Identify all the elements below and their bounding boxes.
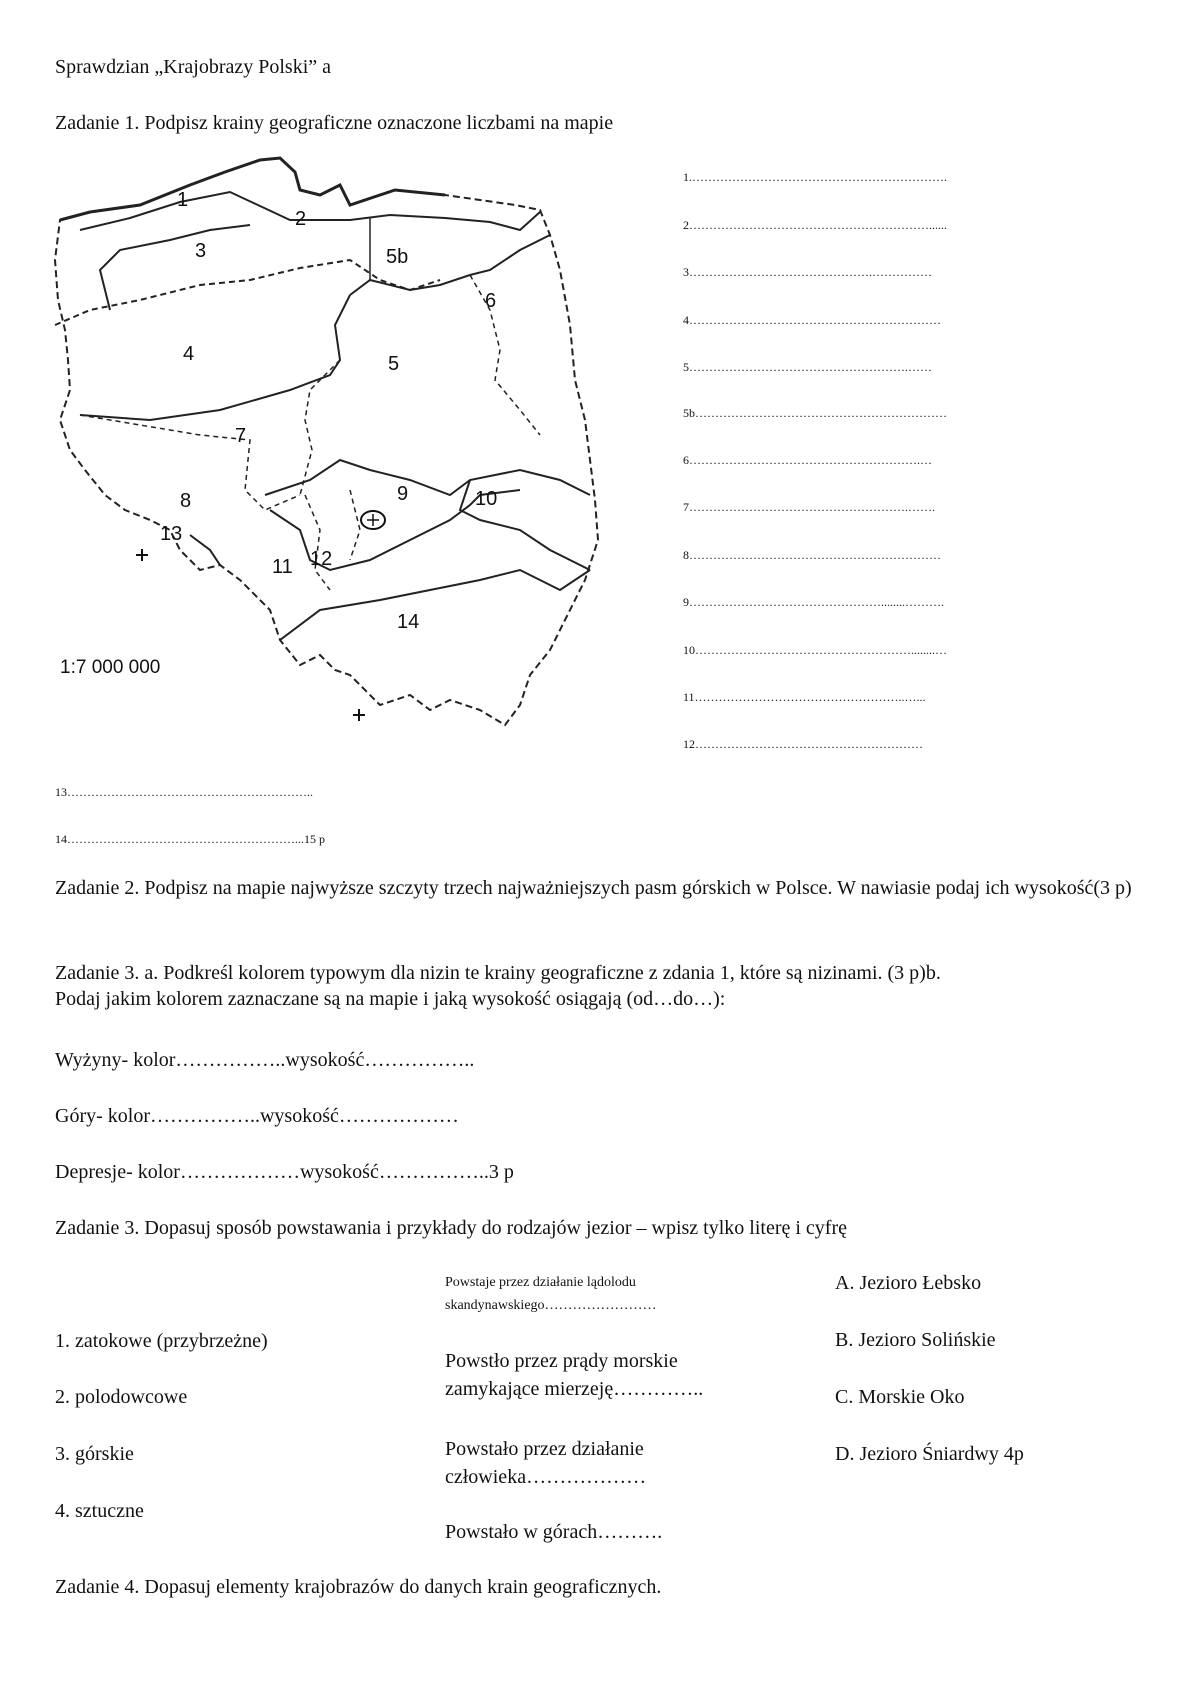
peak-marker-tatry [353, 709, 365, 721]
map-label-7: 7 [235, 425, 247, 447]
map-boundary-8-13 [190, 535, 220, 565]
map-label-6: 6 [485, 290, 497, 312]
map-boundary-3-4 [55, 260, 440, 325]
map-label-2: 2 [295, 208, 307, 230]
task2-text: Zadanie 2. Podpisz na mapie najwyższe szczyty trzech najważniejszych pasm górskich w Polsce. W nawiasie podaj ich wysokość(3 p) [55, 877, 1132, 899]
lake-origin-3-line1: Powstało przez działanie [445, 1438, 644, 1460]
lake-origin-2-line1: Powstło przez prądy morskie [445, 1350, 678, 1372]
peak-marker-swietokrzyskie [361, 511, 385, 529]
map-boundary-6 [470, 275, 540, 435]
map-boundary-12 [350, 490, 360, 560]
poland-map [50, 150, 650, 750]
map-scale: 1:7 000 000 [60, 657, 161, 678]
lake-origin-2-line2: zamykające mierzeję………….. [445, 1378, 704, 1400]
answer-line-6[interactable]: 6………………………………………………….… [683, 453, 932, 467]
map-label-10: 10 [475, 488, 498, 510]
lake-example-a: A. Jezioro Łebsko [835, 1272, 982, 1294]
map-boundary-5-7 [300, 360, 340, 495]
answer-line-13[interactable]: 13…………………………………………………….. [55, 785, 313, 799]
map-label-14: 14 [397, 611, 420, 633]
answer-line-5[interactable]: 5……………………………………………….…… [683, 360, 932, 374]
task1-heading: Zadanie 1. Podpisz krainy geograficzne oznaczone liczbami na mapie [55, 112, 614, 134]
map-boundary-14 [280, 570, 590, 640]
lake-type-2: 2. polodowcowe [55, 1386, 188, 1408]
answer-line-10[interactable]: 10………………………………………………........… [683, 643, 947, 657]
peak-marker-sudety [136, 549, 148, 561]
task3a-row-wyzyny[interactable]: Wyżyny- kolor……………..wysokość…………….. [55, 1049, 475, 1071]
answer-line-12[interactable]: 12………………………………………………… [683, 737, 923, 751]
lake-type-3: 3. górskie [55, 1443, 134, 1465]
map-label-9: 9 [397, 483, 409, 505]
map-boundary-11-12 [305, 495, 333, 590]
map-boundary-9 [265, 460, 590, 495]
lake-origin-1-line2: skandynawskiego…………………… [445, 1298, 657, 1313]
task3b-heading: Zadanie 3. Dopasuj sposób powstawania i przykłady do rodzajów jezior – wpisz tylko literę i cyfrę [55, 1217, 848, 1239]
task3a-row-depresje[interactable]: Depresje- kolor………………wysokość……………..3 p [55, 1161, 514, 1183]
answer-line-1[interactable]: 1.………………………………………………………. [683, 170, 947, 184]
map-label-5: 5 [388, 353, 400, 375]
map-boundary-5 [350, 235, 550, 295]
lake-type-1: 1. zatokowe (przybrzeżne) [55, 1330, 268, 1352]
map-label-5b: 5b [386, 246, 409, 268]
lake-example-b: B. Jezioro Solińskie [835, 1329, 996, 1351]
lake-origin-3-line2: człowieka……………… [445, 1466, 647, 1488]
map-label-3: 3 [195, 240, 207, 262]
answer-line-9[interactable]: 9…………………………………………........………. [683, 595, 944, 609]
answer-line-11[interactable]: 11……………………………………………..…... [683, 690, 926, 704]
map-boundary-1-3 [80, 192, 540, 230]
lake-origin-1-line1: Powstaje przez działanie lądolodu [445, 1275, 636, 1290]
map-label-8: 8 [180, 490, 192, 512]
task3a-line2: Podaj jakim kolorem zaznaczane są na mapie i jaką wysokość osiągają (od…do…): [55, 988, 726, 1010]
task3a-row-gory[interactable]: Góry- kolor……………..wysokość……………… [55, 1105, 459, 1127]
task4-heading: Zadanie 4. Dopasuj elementy krajobrazów do danych krain geograficznych. [55, 1576, 662, 1598]
lake-example-c: C. Morskie Oko [835, 1386, 965, 1408]
map-boundary-1-3-solid [100, 225, 250, 310]
map-label-1: 1 [177, 189, 189, 211]
map-boundary-4-5 [80, 295, 350, 420]
lake-origin-4-line1: Powstało w górach………. [445, 1521, 663, 1543]
page-title: Sprawdzian „Krajobrazy Polski” a [55, 56, 332, 78]
map-label-4: 4 [183, 343, 195, 365]
task3a-line1: Zadanie 3. a. Podkreśl kolorem typowym dla nizin te krainy geograficzne z zdania 1, które są nizinami. (3 p)b. [55, 962, 941, 984]
answer-line-2[interactable]: 2……………………………………………………...... [683, 218, 947, 232]
answer-line-14[interactable]: 14…………………………………………………...15 p [55, 832, 325, 846]
map-border [55, 158, 598, 725]
answer-line-7[interactable]: 7……………………………………………….……. [683, 500, 935, 514]
answer-line-8[interactable]: 8……………………………………………………… [683, 548, 941, 562]
lake-type-4: 4. sztuczne [55, 1500, 144, 1522]
map-coastline [60, 158, 445, 220]
lake-example-d: D. Jezioro Śniardwy 4p [835, 1443, 1024, 1465]
answer-line-4[interactable]: 4……………………………………………………… [683, 313, 941, 327]
map-label-13: 13 [160, 523, 183, 545]
map-label-11: 11 [272, 556, 293, 578]
answer-line-3[interactable]: 3……………………………………….…………… [683, 265, 932, 279]
answer-line-5b[interactable]: 5b……………………………………………………… [683, 406, 947, 420]
map-label-12: 12 [310, 548, 333, 570]
